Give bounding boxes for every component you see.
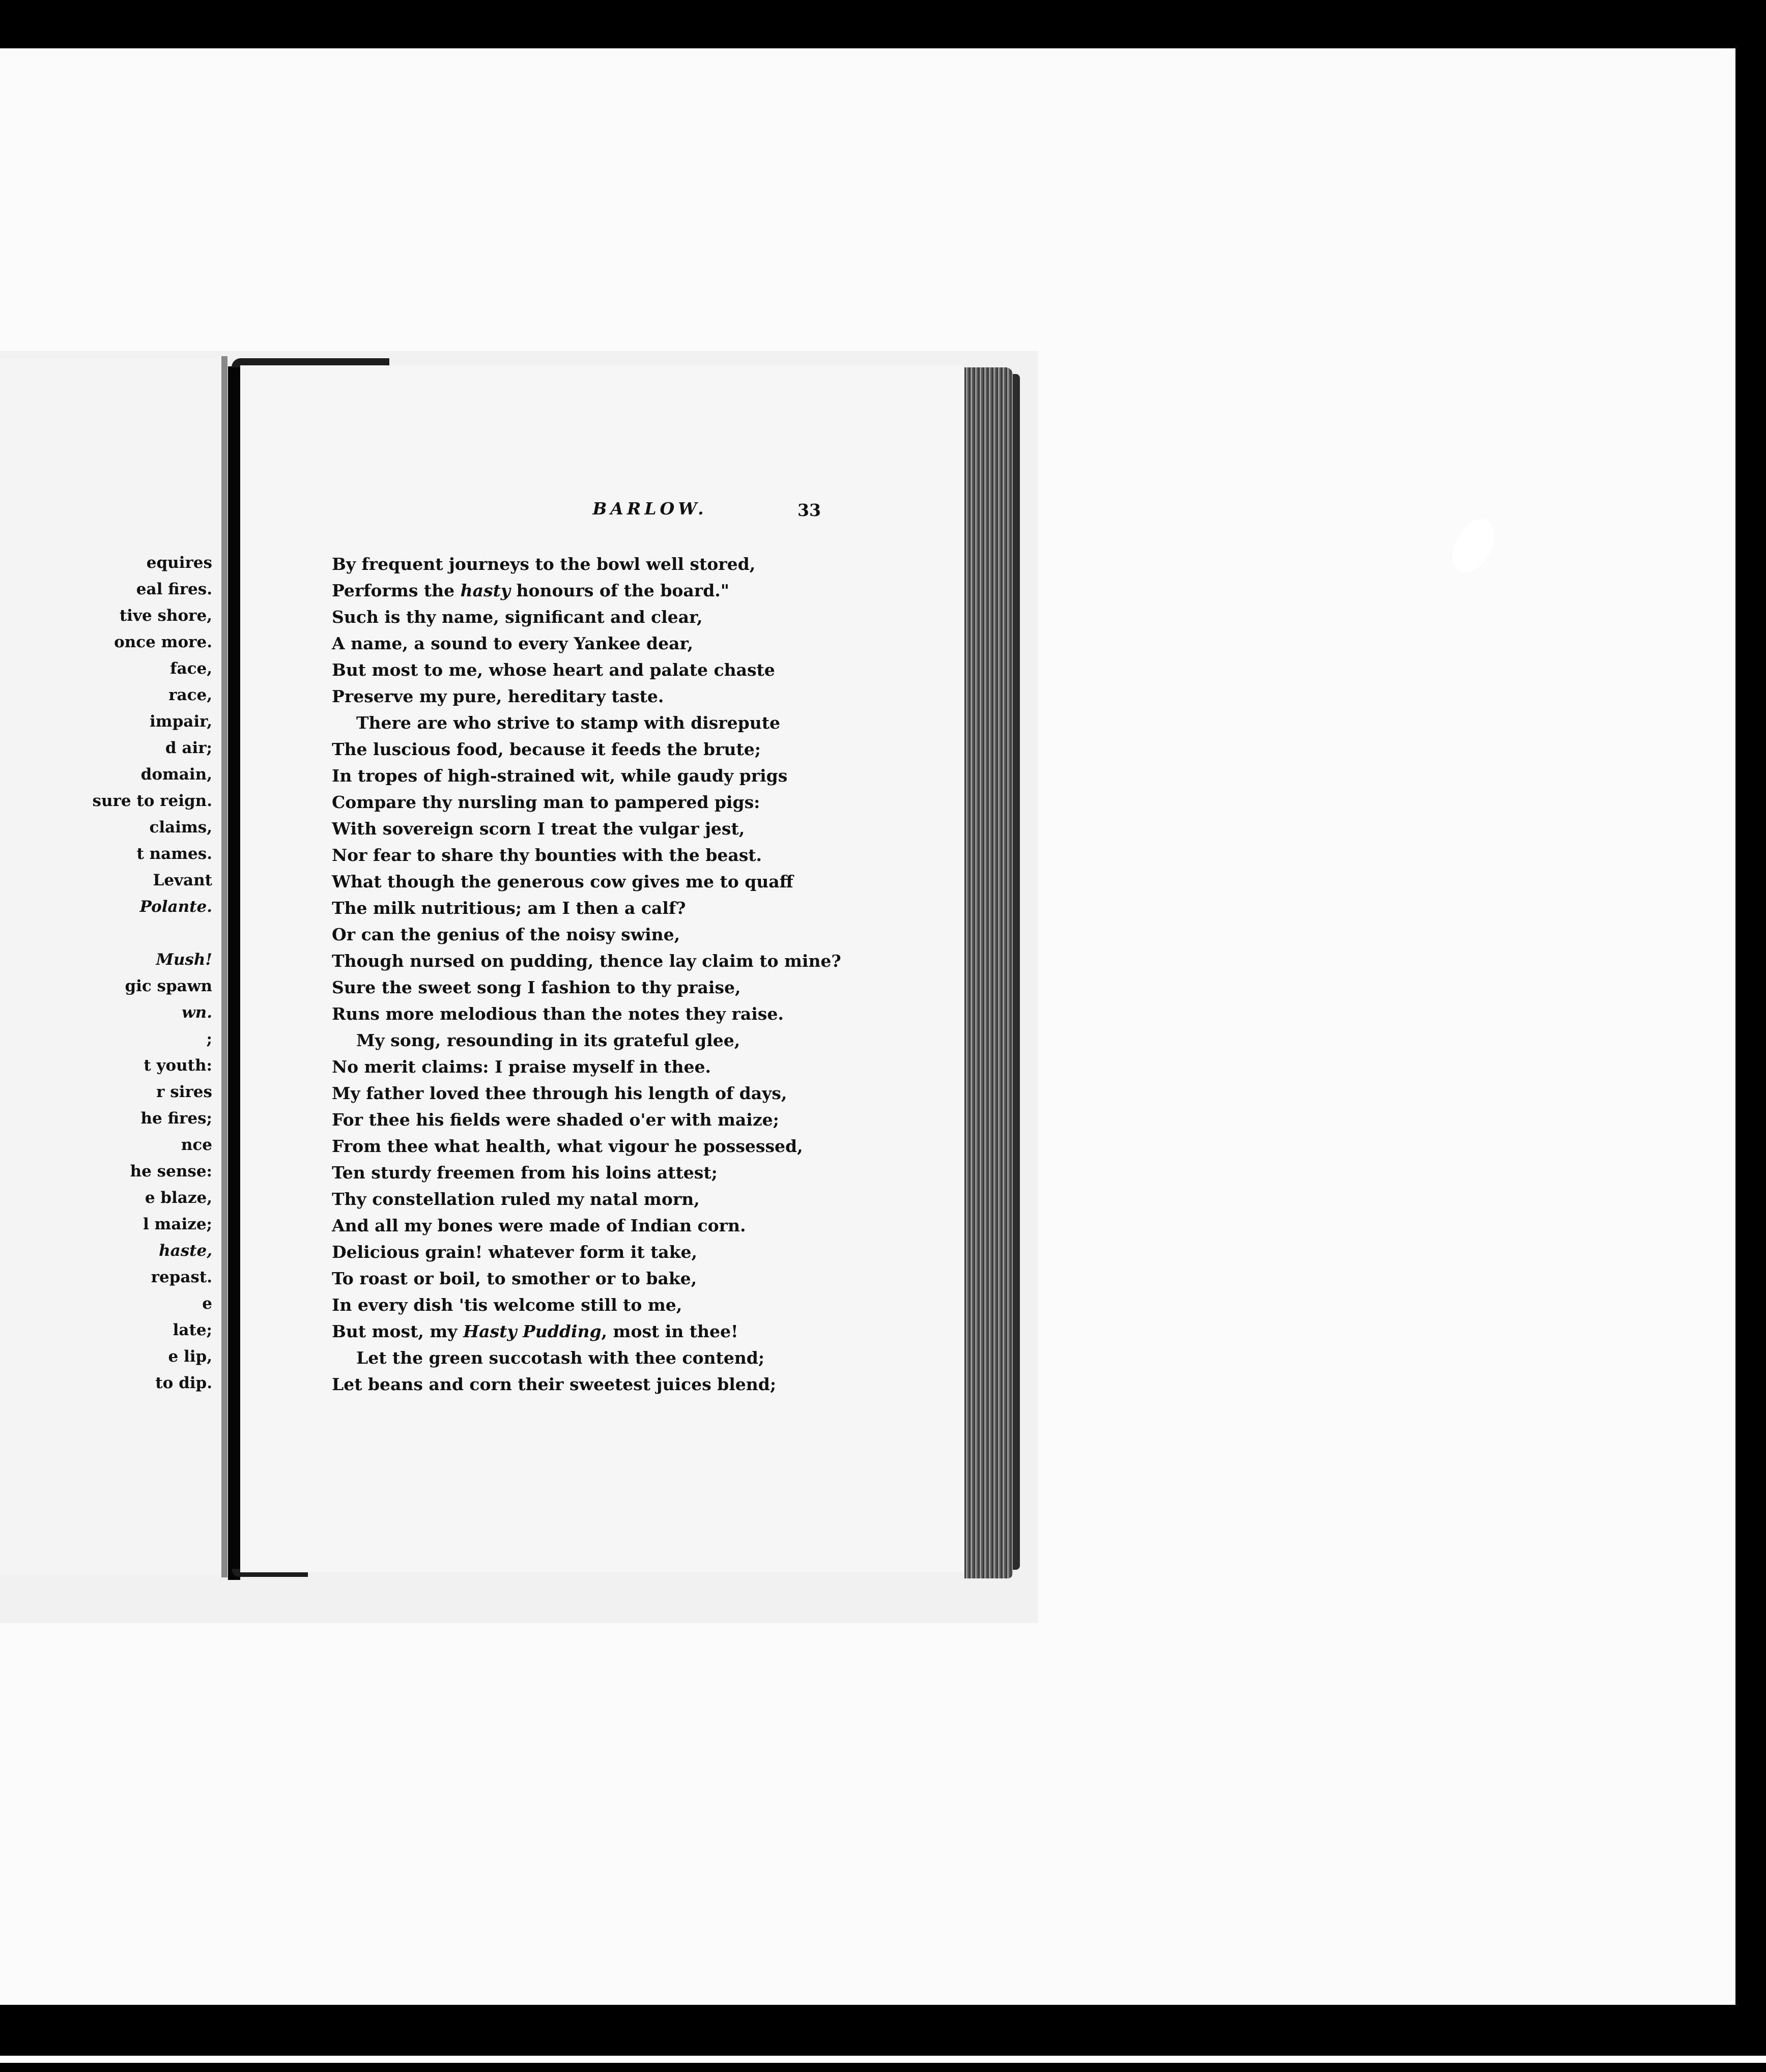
verse-text: No merit claims: I praise myself in thee. [332,1057,711,1077]
left-page-text [93,550,212,1396]
left-page-line: Polante. [139,898,212,916]
verse-text: Preserve my pure, hereditary taste. [332,686,664,706]
verse-line [332,1186,841,1213]
verse-text: The luscious food, because it feeds the brute; [332,739,761,759]
verse-text: Performs the [332,581,461,600]
left-page-line: Levant [153,871,212,889]
verse-line [332,604,841,630]
italic-phrase: hasty [460,581,510,600]
left-page-line: d air; [165,739,212,757]
right-black-border [1735,48,1766,2005]
verse-line [332,1371,841,1398]
verse-text: Let the green succotash with thee contend; [356,1348,765,1368]
verse-text: A name, a sound to every Yankee dear, [332,634,693,653]
verse-text: The milk nutritious; am I then a calf? [332,898,686,918]
left-page-line: Mush! [156,951,212,969]
verse-line [332,1292,841,1318]
running-header: BARLOW. [592,499,707,519]
verse-text: Thy constellation ruled my natal morn, [332,1189,700,1209]
left-page-line: to dip. [155,1374,212,1392]
left-page-line: ; [206,1030,212,1048]
verse-text: In tropes of high-strained wit, while gaudy prigs [332,766,788,786]
verse-text: What though the generous cow gives me to quaff [332,872,793,891]
verse-text: But most, my [332,1321,463,1341]
verse-line [332,1133,841,1160]
verse-text: But most to me, whose heart and palate chaste [332,660,775,680]
left-page-line [93,920,212,946]
verse-line [332,1345,841,1371]
verse-line [332,1318,841,1345]
verse-text: By frequent journeys to the bowl well stored, [332,554,756,574]
left-page-line: t names. [136,845,212,863]
left-page-line: gic spawn [125,977,212,995]
verse-line [332,683,841,710]
verse-line [332,869,841,895]
verse-text: Sure the sweet song I fashion to thy praise, [332,977,741,997]
italic-phrase: Hasty Pudding [463,1321,602,1341]
verse-text: Or can the genius of the noisy swine, [332,925,680,944]
book-spine [228,366,240,1580]
verse-text: To roast or boil, to smother or to bake, [332,1269,697,1288]
left-page-line: e blaze, [145,1189,212,1207]
verse-text: There are who strive to stamp with disrepute [356,713,780,733]
left-page-line: repast. [151,1268,212,1286]
verse-text: honours of the board." [510,581,729,600]
verse-line [332,1001,841,1027]
verse-line [332,710,841,736]
verse-text: Such is thy name, significant and clear, [332,607,703,627]
verse-line [332,895,841,922]
verse-line [332,922,841,948]
verse-line [332,789,841,816]
verse-text: Compare thy nursling man to pampered pigs: [332,792,760,812]
left-page-line: he sense: [130,1162,212,1181]
verse-line [332,551,841,578]
left-page-line: l maize; [143,1215,212,1233]
poem-text [332,551,841,1398]
verse-line [332,1027,841,1054]
page-number: 33 [797,500,821,520]
verse-text: In every dish 'tis welcome still to me, [332,1295,682,1315]
left-page-line: domain, [140,765,212,784]
left-page-line: e lip, [168,1347,212,1366]
verse-line [332,1054,841,1080]
left-page-line: sure to reign. [92,792,212,810]
verse-text: Ten sturdy freemen from his loins attest; [332,1163,718,1183]
verse-line [332,1107,841,1133]
verse-text: My father loved thee through his length of days, [332,1083,787,1103]
verse-line [332,1080,841,1107]
left-page-line: late; [173,1321,212,1339]
verse-line [332,630,841,657]
left-page-line: r sires [156,1083,212,1101]
verse-line [332,974,841,1001]
verse-text: And all my bones were made of Indian corn. [332,1216,746,1235]
verse-text: Nor fear to share thy bounties with the beast. [332,845,762,865]
verse-text: For thee his fields were shaded o'er with maize; [332,1110,779,1130]
verse-text: , most in thee! [601,1321,738,1341]
book-cover-edge [1013,374,1020,1570]
left-page-line: tive shore, [119,607,212,625]
verse-text: Delicious grain! whatever form it take, [332,1242,698,1262]
verse-line [332,816,841,842]
verse-line [332,1239,841,1265]
left-page-line: wn. [181,1003,212,1022]
verse-line [332,657,841,683]
verse-text: Runs more melodious than the notes they raise. [332,1004,784,1024]
verse-line [332,948,841,974]
verse-text: From thee what health, what vigour he possessed, [332,1136,803,1156]
verse-line [332,1265,841,1292]
left-page-line: once more. [114,633,212,651]
verse-text: Though nursed on pudding, thence lay claim to mine? [332,951,841,971]
left-page-line: eal fires. [136,580,212,598]
left-page-line: claims, [149,818,212,837]
left-page-line: race, [168,686,212,704]
verse-text: With sovereign scorn I treat the vulgar jest, [332,819,745,839]
left-page-line: haste, [159,1242,212,1260]
verse-line [332,842,841,869]
verse-text: My song, resounding in its grateful glee, [356,1030,740,1050]
verse-line [332,1213,841,1239]
left-page-line: e [202,1294,212,1313]
left-page-line: impair, [150,712,212,731]
left-page-line: he fires; [140,1109,212,1128]
right-page [240,365,968,1572]
left-page-line: equires [146,554,212,572]
left-page [0,359,221,1575]
verse-text: Let beans and corn their sweetest juices blend; [332,1374,777,1394]
left-page-line: face, [170,659,212,678]
verse-line [332,763,841,789]
left-page-line: nce [181,1136,212,1154]
bottom-border-line [0,2056,1766,2063]
verse-line [332,736,841,763]
left-page-line: t youth: [144,1056,212,1075]
verse-line [332,1160,841,1186]
page-fore-edge [964,367,1013,1578]
verse-line [332,578,841,604]
top-black-border [0,0,1766,48]
gutter [221,356,227,1577]
